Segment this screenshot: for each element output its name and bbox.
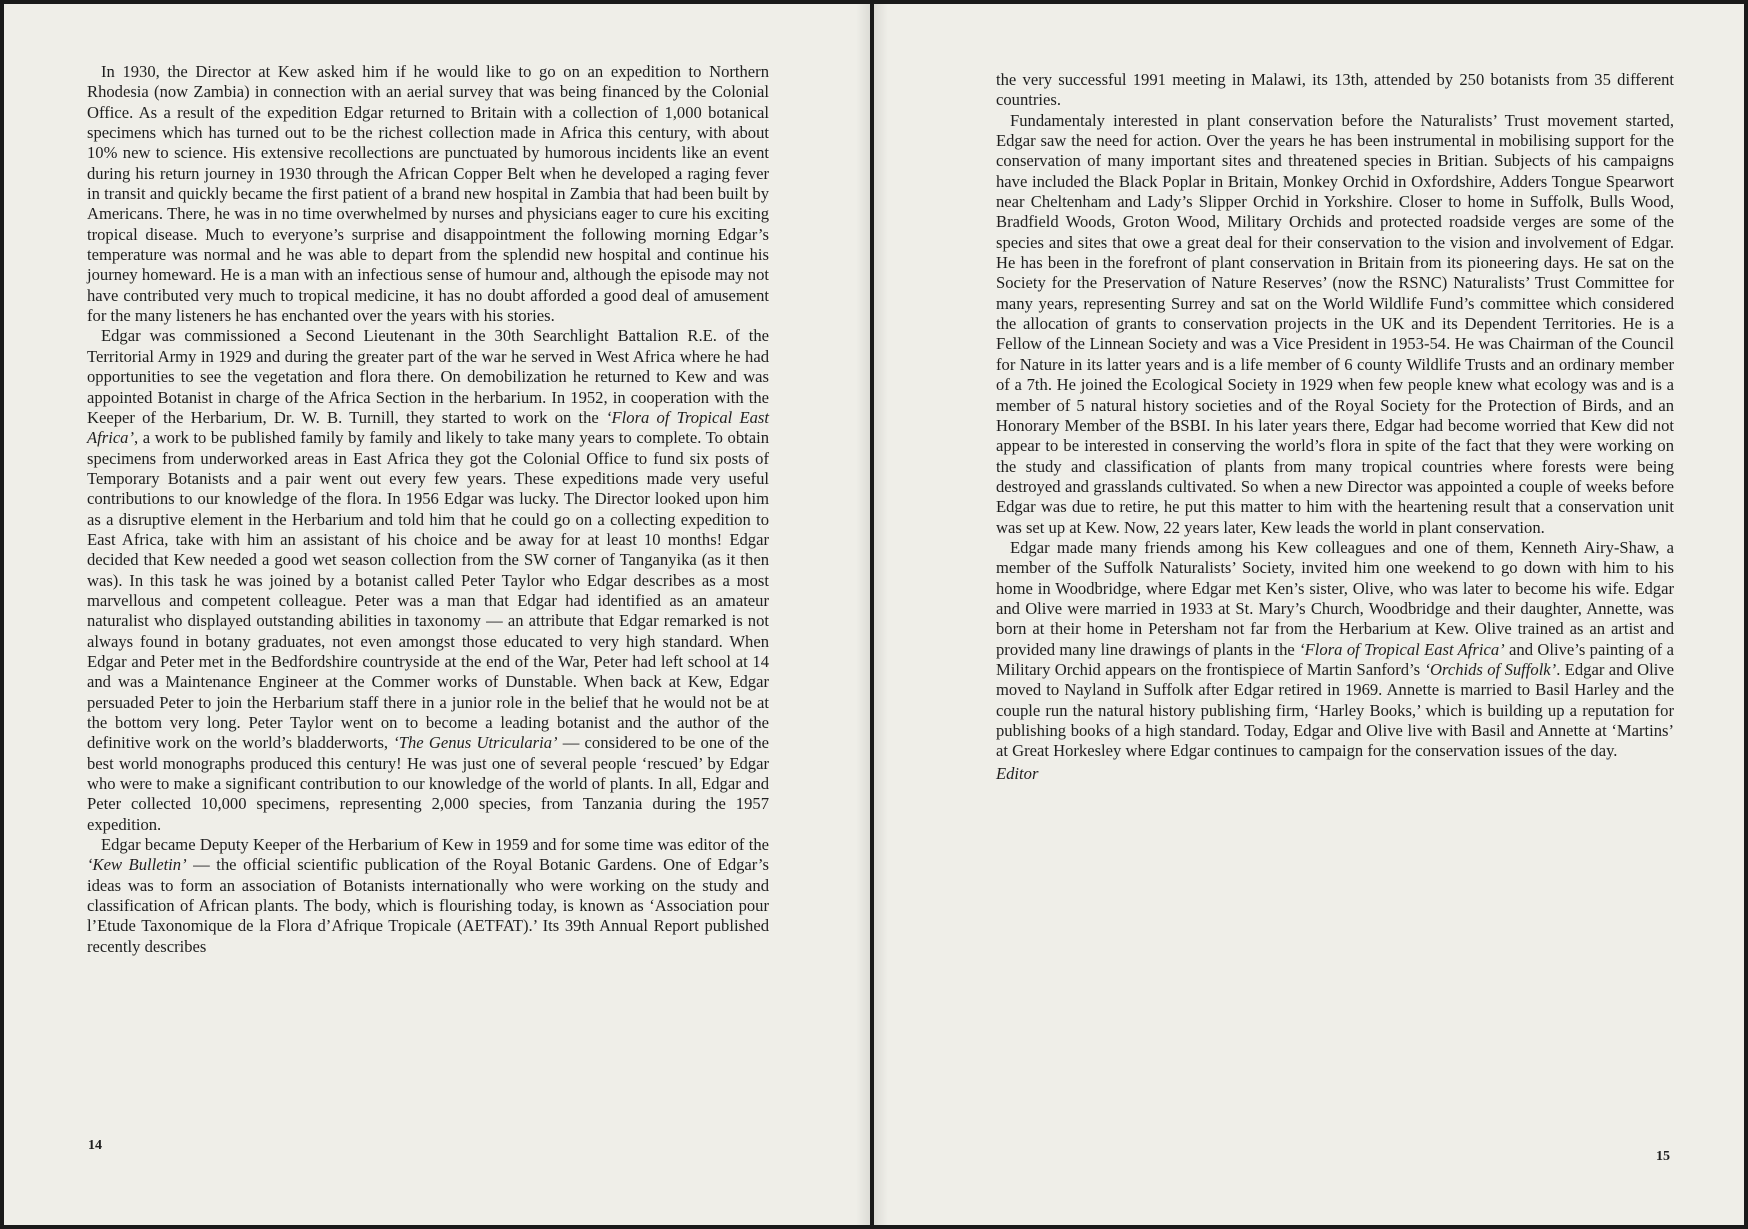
italic-title: ‘The Genus Utricularia’ bbox=[393, 733, 558, 753]
text-run: — the official scientific publication of the Royal Botanic Gardens. One of Edgar’s ideas was to form an association of Botanists internationally who were working on the study and classification of African plants. The body, which is flourishing today, is known as ‘Association pour l’Etude Taxonomique de la Flora d’Afrique Tropicale (AETFAT).’ Its 39th Annual Report published recently describes bbox=[87, 855, 769, 956]
page-number-left: 14 bbox=[88, 1138, 102, 1153]
body-paragraph bbox=[87, 835, 769, 957]
italic-title: ‘Kew Bulletin’ bbox=[87, 855, 187, 875]
left-page-body bbox=[87, 62, 769, 957]
italic-title: ‘Flora of Tropical East Africa’ bbox=[87, 407, 770, 448]
left-page bbox=[4, 4, 870, 1225]
gutter-shadow bbox=[856, 4, 870, 1225]
right-page bbox=[874, 4, 1744, 1225]
text-run: Fundamentaly interested in plant conservation before the Naturalists’ Trust movement started, Edgar saw the need for action. Over the years he has been instrumental in mobilising support for the conservation of many important sites and threatened species in Britian. Subjects of his campaigns have included the Black Poplar in Britain, Monkey Orchid in Oxfordshire, Adders Tongue Spearwort near Cheltenham and Lady’s Slipper Orchid in Yorkshire. Closer to home in Suffolk, Bulls Wood, Bradfield Woods, Groton Wood, Military Orchids and protected roadside verges are some of the species and sites that owe a great deal for their conservation to the vision and involvement of Edgar. He has been in the forefront of plant conservation in Britain from its pioneering days. He sat on the Society for the Preservation of Nature Reserves’ (now the RSNC) Naturalists’ Trust Committee for many years, representing Surrey and sat on the World Wildlife Fund’s committee which considered the allocation of grants to conservation projects in the UK and its Dependent Territories. He is a Fellow of the Linnean Society and was a Vice President in 1953-54. He was Chairman of the Council for Nature in its latter years and is a life member of 6 county Wildlife Trusts and an ordinary member of a 7th. He joined the Ecological Society in 1929 when few people knew what ecology was and is a member of 5 natural history societies and of the Royal Society for the Protection of Birds, and an Honorary Member of the BSBI. In his later years there, Edgar had become worried that Kew did not appear to be interested in conserving the world’s flora in spite of the fact that they were working on the study and classification of plants from many tropical countries where forests were being destroyed and grasslands cultivated. So when a new Director was appointed a couple of weeks before Edgar was due to retire, he put this matter to him with the heartening result that a conservation unit was set up at Kew. Now, 22 years later, Kew leads the world in plant conservation. bbox=[996, 110, 1674, 537]
body-paragraph bbox=[996, 538, 1674, 762]
italic-title: ‘Flora of Tropical East Africa’ bbox=[1299, 639, 1505, 659]
text-run: Edgar became Deputy Keeper of the Herbarium of Kew in 1959 and for some time was editor of the bbox=[101, 835, 769, 855]
text-run: — considered to be one of the best world monographs produced this century! He was just one of several people ‘rescued’ by Edgar who were to make a significant contribution to our knowledge of the world of plants. In all, Edgar and Peter collected 10,000 specimens, representing 2,000 species, from Tanzania during the 1957 expedition. bbox=[87, 733, 769, 834]
italic-title: ‘Orchids of Suffolk’ bbox=[1424, 659, 1557, 679]
text-run: , a work to be published family by family and likely to take many years to complete. To obtain specimens from underworked areas in East Africa they got the Colonial Office to fund six posts of Temporary Botanists and a pair went out every few years. These expeditions made very useful contributions to our knowledge of the flora. In 1956 Edgar was lucky. The Director looked upon him as a disruptive element in the Herbarium and told him that he could go on a collecting expedition to East Africa, take with him an assistant of his choice and be away for at least 10 months! Edgar decided that Kew needed a good wet season collection from the SW corner of Tanganyika (as it then was). In this task he was joined by a botanist called Peter Taylor who Edgar describes as a most marvellous and competent colleague. Peter was a man that Edgar had identified as an amateur naturalist who displayed outstanding abilities in taxonomy — an attribute that Edgar remarked is not always found in botany graduates, not even amongst those educated to very high standard. When Edgar and Peter met in the Bedfordshire countryside at the end of the War, Peter had left school at 14 and was a Maintenance Engineer at the Commer works of Dunstable. When back at Kew, Edgar persuaded Peter to join the Herbarium staff there in a junior role in the belief that he would not be at the bottom very long. Peter Taylor went on to become a leading botanist and the author of the definitive work on the world’s bladderworts, bbox=[87, 428, 769, 753]
right-page-body bbox=[996, 70, 1674, 784]
text-run: . Edgar and Olive moved to Nayland in Suffolk after Edgar retired in 1969. Annette is married to Basil Harley and the couple run the natural history publishing firm, ‘Harley Books,’ which is building up a reputation for publishing books of a high standard. Today, Edgar and Olive live with Basil and Annette at ‘Martins’ at Great Horkesley where Edgar continues to campaign for the conservation issues of the day. bbox=[996, 659, 1674, 761]
body-paragraph bbox=[87, 326, 769, 835]
text-run: the very successful 1991 meeting in Malawi, its 13th, attended by 250 botanists from 35 different countries. bbox=[996, 70, 1674, 110]
body-paragraph bbox=[996, 111, 1674, 538]
text-run: In 1930, the Director at Kew asked him if he would like to go on an expedition to Northern Rhodesia (now Zambia) in connection with an aerial survey that was being financed by the Colonial Office. As a result of the expedition Edgar returned to Britain with a collection of 1,000 botanical specimens which has turned out to be the richest collection made in Africa this century, with about 10% new to science. His extensive recollections are punctuated by humorous incidents like an event during his return journey in 1930 through the African Copper Belt when he developed a raging fever in transit and quickly became the first patient of a brand new hospital in Zambia that had been built by Americans. There, he was in no time overwhelmed by nurses and physicians eager to cure his exciting tropical disease. Much to everyone’s surprise and disappointment the following morning Edgar’s temperature was normal and he was able to depart from the splendid new hospital and continue his journey homeward. He is a man with an infectious sense of humour and, although the episode may not have contributed very much to tropical medicine, it has no doubt afforded a good deal of amusement for the many listeners he has enchanted over the years with his stories. bbox=[87, 62, 769, 326]
page-number-right: 15 bbox=[1656, 1149, 1670, 1164]
text-run: Edgar made many friends among his Kew colleagues and one of them, Kenneth Airy-Shaw, a member of the Suffolk Naturalists’ Society, invited him one weekend to go down with him to his home in Woodbridge, where Edgar met Ken’s sister, Olive, who was later to become his wife. Edgar and Olive were married in 1933 at St. Mary’s Church, Woodbridge and their daughter, Annette, was born at their home in Petersham not far from the Herbarium at Kew. Olive trained as an artist and provided many line drawings of plants in the bbox=[996, 537, 1674, 659]
text-run: Edgar was commissioned a Second Lieutenant in the 30th Searchlight Battalion R.E. of the Territorial Army in 1929 and during the greater part of the war he served in West Africa where he had opportunities to see the vegetation and flora there. On demobilization he returned to Kew and was appointed Botanist in charge of the Africa Section in the herbarium. In 1952, in cooperation with the Keeper of the Herbarium, Dr. W. B. Turnill, they started to work on the bbox=[87, 326, 769, 427]
signature: Editor bbox=[996, 763, 1039, 783]
text-run: and Olive’s painting of a Military Orchid appears on the frontispiece of Martin Sanford’s bbox=[996, 639, 1674, 679]
gutter-shadow bbox=[874, 4, 888, 1225]
body-paragraph bbox=[996, 70, 1674, 111]
body-paragraph bbox=[87, 62, 769, 326]
